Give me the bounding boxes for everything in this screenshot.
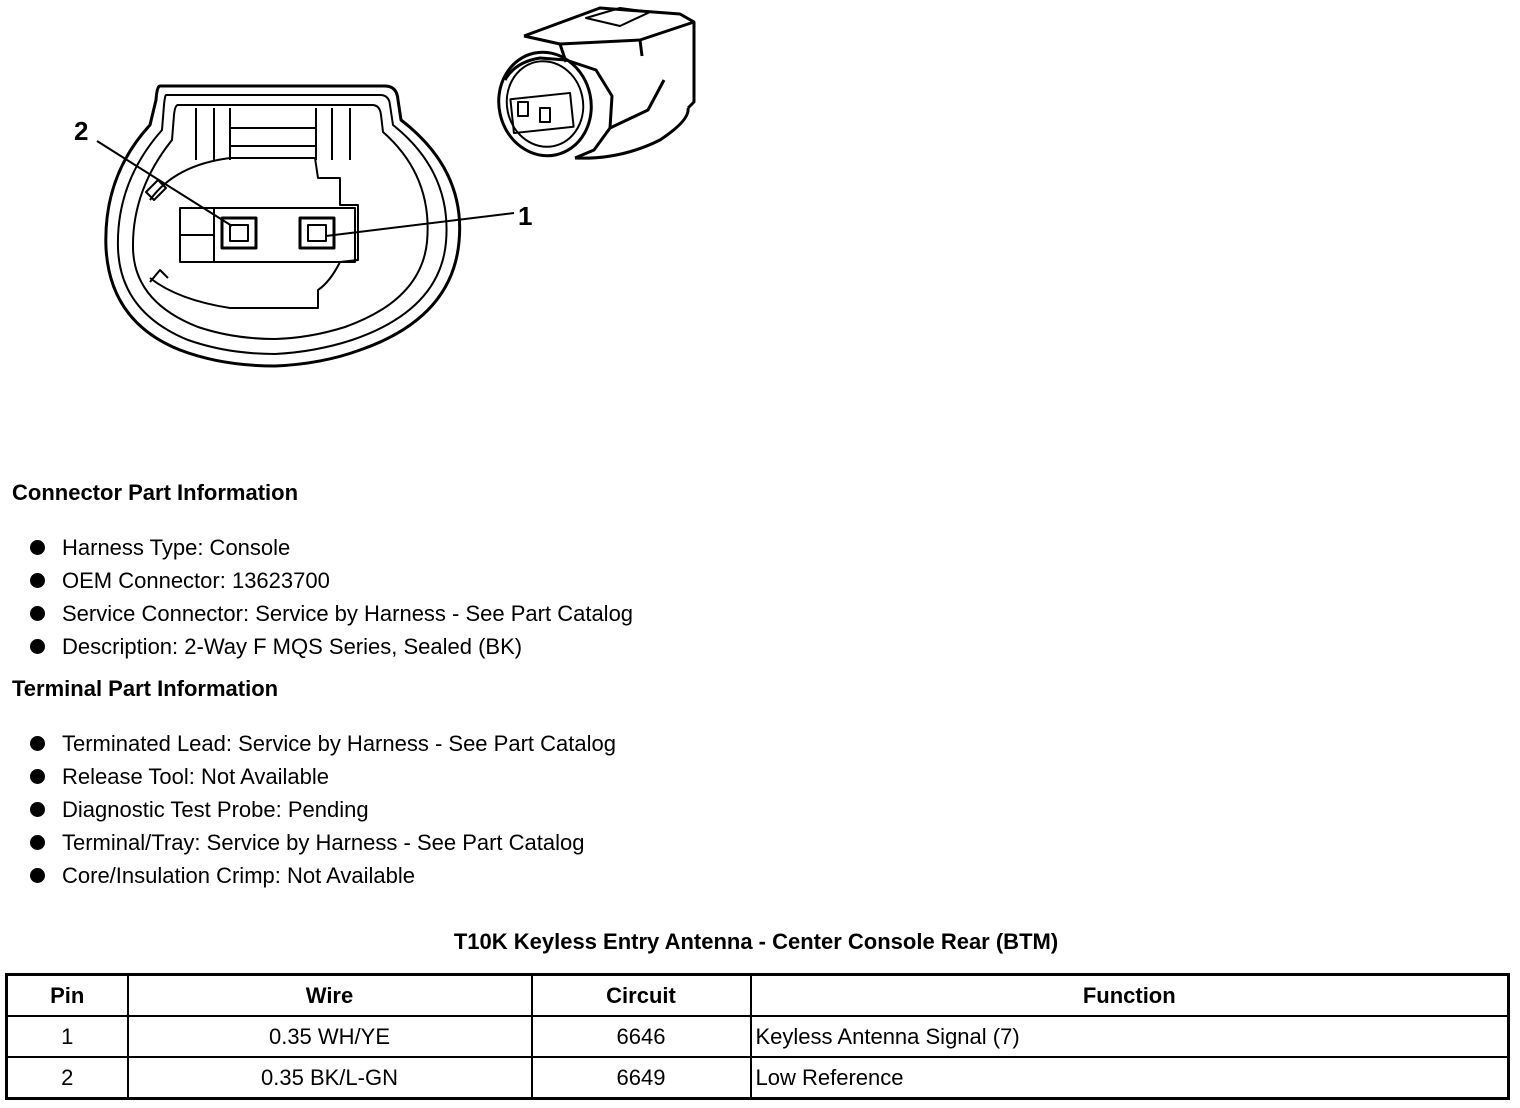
pinout-table [5, 973, 1510, 1100]
list-item [30, 597, 633, 630]
list-item [30, 826, 616, 859]
list-item [30, 630, 633, 663]
bullet-icon [30, 573, 45, 588]
table-header-row [7, 975, 1509, 1017]
list-item [30, 564, 633, 597]
bullet-icon [30, 540, 45, 555]
cell-pin: 1 [7, 1016, 128, 1057]
list-item [30, 859, 616, 892]
bullet-icon [30, 639, 45, 654]
callout-pin-2: 2 [74, 116, 89, 146]
list-item-text: Core/Insulation Crimp: Not Available [62, 863, 415, 888]
table-row [7, 1016, 1509, 1057]
cell-wire: 0.35 WH/YE [128, 1016, 532, 1057]
list-item-text: Release Tool: Not Available [62, 764, 330, 789]
list-item [30, 727, 616, 760]
table-title: T10K Keyless Entry Antenna - Center Console Rear (BTM) [453, 929, 1059, 954]
list-item [30, 760, 616, 793]
column-header-wire: Wire [128, 975, 532, 1017]
list-item-text: Diagnostic Test Probe: Pending [62, 797, 369, 822]
list-item-text: Harness Type: Console [62, 535, 291, 560]
list-item-text: OEM Connector: 13623700 [62, 568, 330, 593]
terminal-info-heading: Terminal Part Information [12, 676, 279, 701]
connector-diagram [0, 0, 1520, 440]
cell-function: Low Reference [751, 1057, 1509, 1099]
cell-function: Keyless Antenna Signal (7) [751, 1016, 1509, 1057]
bullet-icon [30, 835, 45, 850]
cell-circuit: 6646 [532, 1016, 751, 1057]
column-header-circuit: Circuit [532, 975, 751, 1017]
bullet-icon [30, 802, 45, 817]
cell-pin: 2 [7, 1057, 128, 1099]
list-item-text: Terminated Lead: Service by Harness - See Part Catalog [62, 731, 616, 756]
column-header-function: Function [751, 975, 1509, 1017]
table-row [7, 1057, 1509, 1099]
column-header-pin: Pin [7, 975, 128, 1017]
cell-wire: 0.35 BK/L-GN [128, 1057, 532, 1099]
bullet-icon [30, 769, 45, 784]
bullet-icon [30, 736, 45, 751]
cell-circuit: 6649 [532, 1057, 751, 1099]
callout-pin-1: 1 [518, 201, 533, 231]
list-item [30, 531, 633, 564]
bullet-icon [30, 606, 45, 621]
terminal-info-list [30, 727, 616, 892]
connector-info-heading: Connector Part Information [12, 480, 299, 505]
list-item [30, 793, 616, 826]
list-item-text: Description: 2-Way F MQS Series, Sealed (BK) [62, 634, 523, 659]
list-item-text: Service Connector: Service by Harness - See Part Catalog [62, 601, 634, 626]
list-item-text: Terminal/Tray: Service by Harness - See Part Catalog [62, 830, 585, 855]
connector-info-list [30, 531, 633, 663]
bullet-icon [30, 868, 45, 883]
